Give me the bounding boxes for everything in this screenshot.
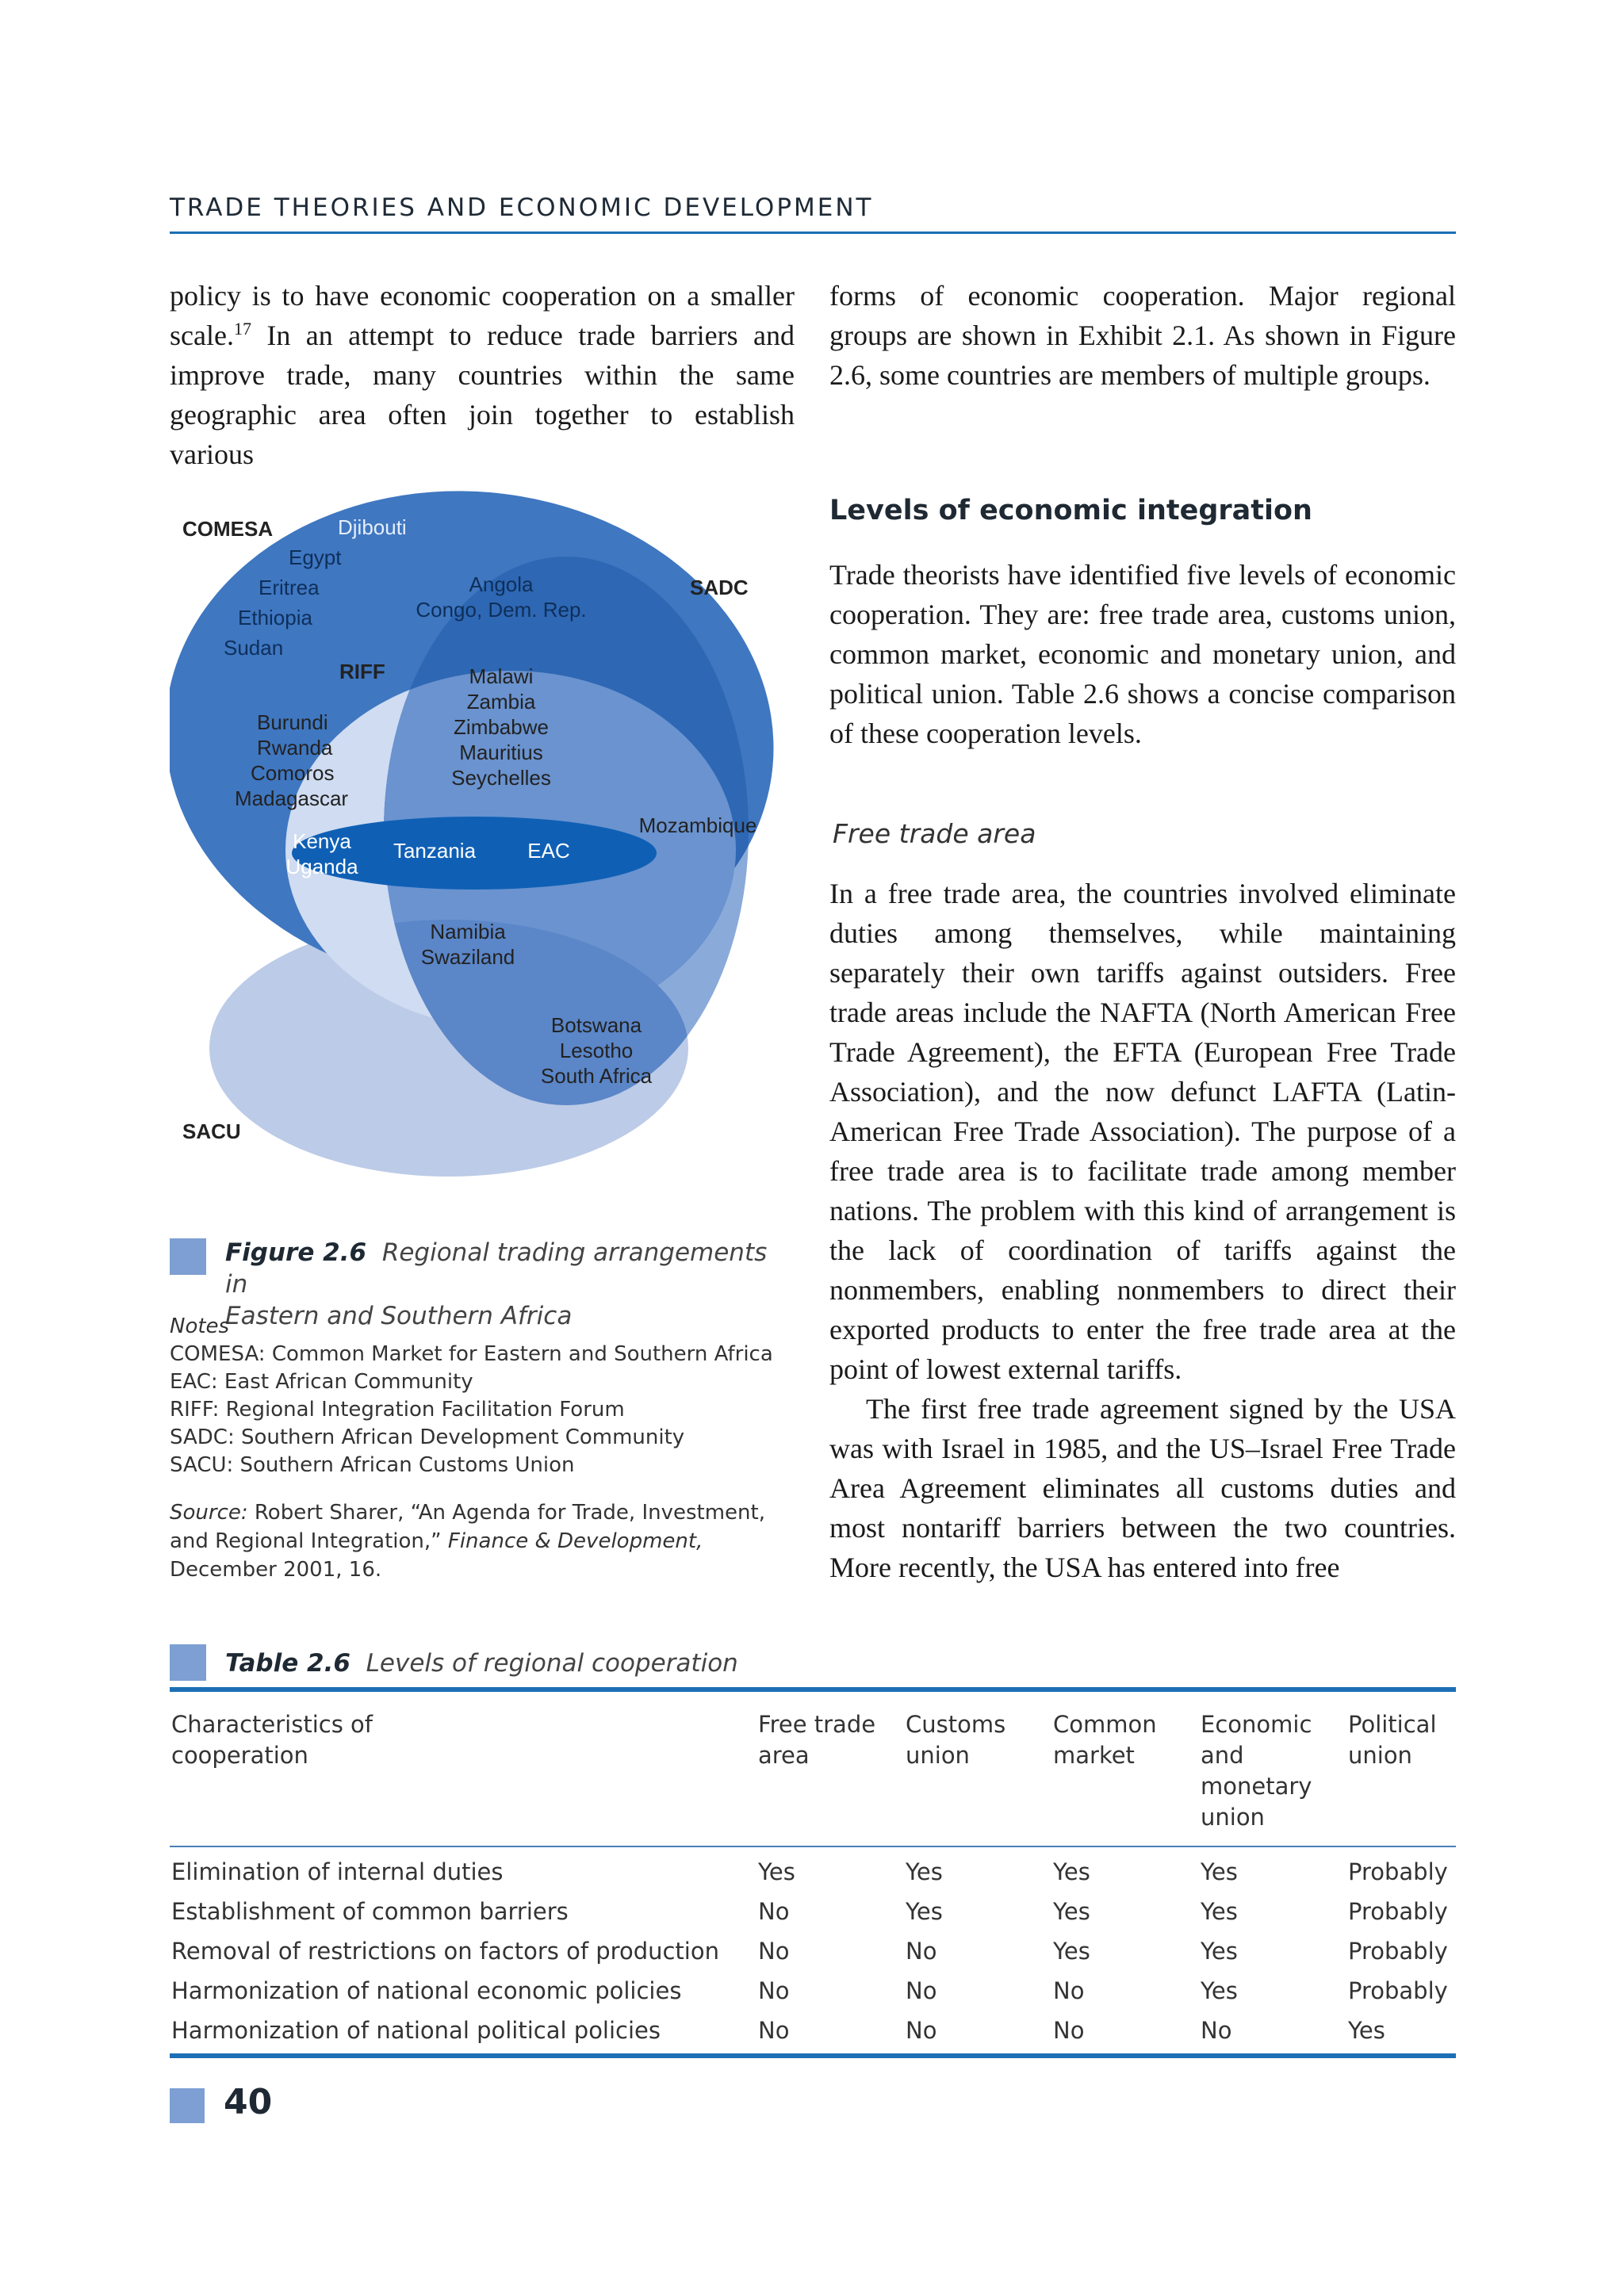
- country-egypt: Egypt: [289, 545, 342, 569]
- country-swaziland: Swaziland: [420, 945, 515, 969]
- header-line: Economic: [1201, 1711, 1312, 1738]
- country-uganda: Uganda: [285, 855, 358, 878]
- country-ethiopia: Ethiopia: [238, 606, 312, 629]
- paragraph-text: In an attempt to reduce trade barriers and improve trade, many countries within the same geographic area often join together to establish various: [170, 320, 795, 470]
- note-item: COMESA: Common Market for Eastern and Southern Africa: [170, 1342, 773, 1366]
- table-cell: Yes: [1201, 1938, 1238, 1965]
- header-line: union: [1201, 1804, 1265, 1831]
- paragraph-text: policy is to have economic cooperation on a smaller scale.: [170, 280, 795, 351]
- figure-label: Figure 2.6: [225, 1238, 367, 1267]
- country-angola: Angola: [469, 572, 534, 596]
- paragraph-text: The first free trade agreement signed by the USA was with Israel in 1985, and the US–Israel Free Trade Area Agreement eliminates all customs duties and most nontariff barriers between the two countries. More recently, the USA has entered into free: [829, 1393, 1456, 1583]
- country-tanzania: Tanzania: [393, 839, 477, 863]
- venn-label-comesa: COMESA: [182, 517, 274, 541]
- table-row: [170, 1892, 1456, 1931]
- table-cell: Yes: [906, 1858, 943, 1885]
- table-cell: Yes: [758, 1858, 795, 1885]
- left-column-paragraph: [170, 276, 795, 474]
- table-cell: No: [758, 2017, 790, 2044]
- table-cell: No: [1053, 2017, 1085, 2044]
- country-djibouti: Djibouti: [338, 515, 407, 539]
- country-botswana: Botswana: [550, 1013, 642, 1037]
- table-cell: Probably: [1348, 1977, 1448, 2004]
- country-namibia: Namibia: [430, 920, 506, 943]
- note-item: EAC: East African Community: [170, 1370, 473, 1394]
- table-cell: Probably: [1348, 1898, 1448, 1925]
- table-caption-text: Levels of regional cooperation: [366, 1649, 738, 1678]
- figure-marker: [170, 1238, 206, 1275]
- paragraph-text: forms of economic cooperation. Major regional groups are shown in Exhibit 2.1. As shown in Figure 2.6, some countries are members of multiple groups.: [829, 280, 1456, 391]
- table-bottom-rule: [170, 2053, 1456, 2058]
- table-cell: No: [1201, 2017, 1232, 2044]
- header-economic-monetary-union: [1201, 1692, 1348, 1846]
- right-column-paragraph: [829, 276, 1456, 395]
- paragraph-text: Trade theorists have identified five levels of economic cooperation. They are: free trade area, customs union, common market, economic and monetary union, and political union. Table 2.6 shows a concise comparison of these cooperation levels.: [829, 559, 1456, 749]
- table-header-row: [170, 1692, 1456, 1846]
- header-line: union: [906, 1742, 970, 1769]
- table-cell: No: [758, 1898, 790, 1925]
- country-zimbabwe: Zimbabwe: [454, 715, 549, 739]
- note-item: SACU: Southern African Customs Union: [170, 1453, 575, 1477]
- venn-label-riff: RIFF: [339, 660, 385, 683]
- note-item: SADC: Southern African Development Community: [170, 1425, 685, 1449]
- header-customs-union: [906, 1692, 1053, 1846]
- header-line: Customs: [906, 1711, 1006, 1738]
- country-madagascar: Madagascar: [235, 786, 349, 810]
- source-journal: Finance & Development,: [447, 1529, 703, 1553]
- table-cell: Harmonization of national economic policies: [171, 1977, 682, 2004]
- table-row: [170, 2011, 1456, 2050]
- table-cell: Yes: [1053, 1898, 1090, 1925]
- table-cell: Yes: [1348, 2017, 1385, 2044]
- header-line: cooperation: [171, 1742, 308, 1769]
- table-row: [170, 1931, 1456, 1971]
- header-line: market: [1053, 1742, 1135, 1769]
- table-cell: No: [906, 1938, 937, 1965]
- table-cell: Yes: [1053, 1938, 1090, 1965]
- country-burundi: Burundi: [257, 710, 328, 734]
- page-number: 40: [224, 2082, 273, 2122]
- country-comoros: Comoros: [251, 761, 335, 785]
- table-row: [170, 1971, 1456, 2011]
- source-label: Source:: [170, 1501, 248, 1525]
- table-cell: No: [758, 1938, 790, 1965]
- sub-heading: Free trade area: [833, 818, 1036, 849]
- table-cell: Yes: [1201, 1977, 1238, 2004]
- note-item: RIFF: Regional Integration Facilitation Forum: [170, 1398, 625, 1422]
- table-cell: Establishment of common barriers: [171, 1898, 569, 1925]
- table-cell: Yes: [1053, 1858, 1090, 1885]
- table-cell: No: [906, 1977, 937, 2004]
- header-line: monetary: [1201, 1773, 1312, 1800]
- figure-notes: [170, 1313, 804, 1479]
- country-malawi: Malawi: [469, 664, 534, 688]
- table-cell: No: [1053, 1977, 1085, 2004]
- table-cell: Elimination of internal duties: [171, 1858, 504, 1885]
- table-cell: Yes: [1201, 1858, 1238, 1885]
- table-caption: [225, 1649, 738, 1678]
- header-rule: [170, 232, 1456, 234]
- header-free-trade-area: [758, 1692, 906, 1846]
- table-cell: Probably: [1348, 1938, 1448, 1965]
- table-cell: Probably: [1348, 1858, 1448, 1885]
- figure-caption-text: Regional trading arrangements in: [225, 1238, 768, 1299]
- header-line: Characteristics of: [171, 1711, 373, 1738]
- venn-label-eac: EAC: [527, 839, 570, 863]
- figure-caption-text: Eastern and Southern Africa: [225, 1302, 573, 1330]
- paragraph-text: In a free trade area, the countries involved eliminate duties among themselves, while maintaining separately their own tariffs against outsiders. Free trade areas include the NAFTA (North American Free Trade Agreement), the EFTA (European Free Trade Association), and the now defunct LAFTA (Latin-American Free Trade Association). The purpose of a free trade area is to facilitate trade among member nations. The problem with this kind of arrangement is the lack of coordination of tariffs against the nonmembers, enabling nonmembers to direct their exported products to enter the free trade area at the point of lowest external tariffs.: [829, 878, 1456, 1385]
- header-line: area: [758, 1742, 810, 1769]
- header-common-market: [1053, 1692, 1201, 1846]
- table-body: [170, 1852, 1456, 2050]
- header-line: Political: [1348, 1711, 1437, 1738]
- table-row: [170, 1852, 1456, 1892]
- country-zambia: Zambia: [466, 690, 536, 714]
- venn-diagram: [170, 476, 804, 1205]
- table-marker: [170, 1644, 206, 1681]
- page-marker: [170, 2088, 205, 2123]
- country-eritrea: Eritrea: [259, 576, 320, 599]
- header-line: and: [1201, 1742, 1244, 1769]
- free-trade-area-text: [829, 874, 1456, 1587]
- header-line: union: [1348, 1742, 1412, 1769]
- table-cell: No: [906, 2017, 937, 2044]
- running-head: TRADE THEORIES AND ECONOMIC DEVELOPMENT: [170, 193, 874, 222]
- header-characteristics: [170, 1692, 758, 1846]
- notes-title: Notes: [170, 1314, 230, 1338]
- country-congo: Congo, Dem. Rep.: [416, 598, 587, 622]
- table: [170, 1692, 1456, 1846]
- country-kenya: Kenya: [293, 829, 351, 853]
- header-line: Free trade: [758, 1711, 876, 1738]
- table-header-rule: [170, 1846, 1456, 1847]
- header-line: Common: [1053, 1711, 1157, 1738]
- source-text: Robert Sharer, “An Agenda for Trade, Investment, and Regional Integration,”: [170, 1501, 765, 1553]
- table-cell: Yes: [906, 1898, 943, 1925]
- country-lesotho: Lesotho: [559, 1039, 634, 1062]
- cooperation-table: [170, 1687, 1456, 2058]
- table-label: Table 2.6: [225, 1649, 350, 1678]
- header-political-union: [1348, 1692, 1456, 1846]
- levels-paragraph: [829, 555, 1456, 753]
- country-seychelles: Seychelles: [451, 766, 551, 790]
- source-text: December 2001, 16.: [170, 1558, 382, 1582]
- country-rwanda: Rwanda: [257, 736, 333, 760]
- country-mozambique: Mozambique: [638, 813, 757, 837]
- venn-label-sacu: SACU: [182, 1119, 241, 1143]
- table-cell: Yes: [1201, 1898, 1238, 1925]
- table-cell: Removal of restrictions on factors of production: [171, 1938, 719, 1965]
- country-mauritius: Mauritius: [459, 740, 543, 764]
- section-heading: Levels of economic integration: [829, 495, 1312, 526]
- figure-source: [170, 1498, 804, 1584]
- table-cell: No: [758, 1977, 790, 2004]
- country-south-africa: South Africa: [540, 1064, 653, 1088]
- country-sudan: Sudan: [224, 636, 284, 660]
- venn-label-sadc: SADC: [690, 576, 749, 599]
- footnote-ref[interactable]: 17: [233, 319, 251, 339]
- table-cell: Harmonization of national political policies: [171, 2017, 661, 2044]
